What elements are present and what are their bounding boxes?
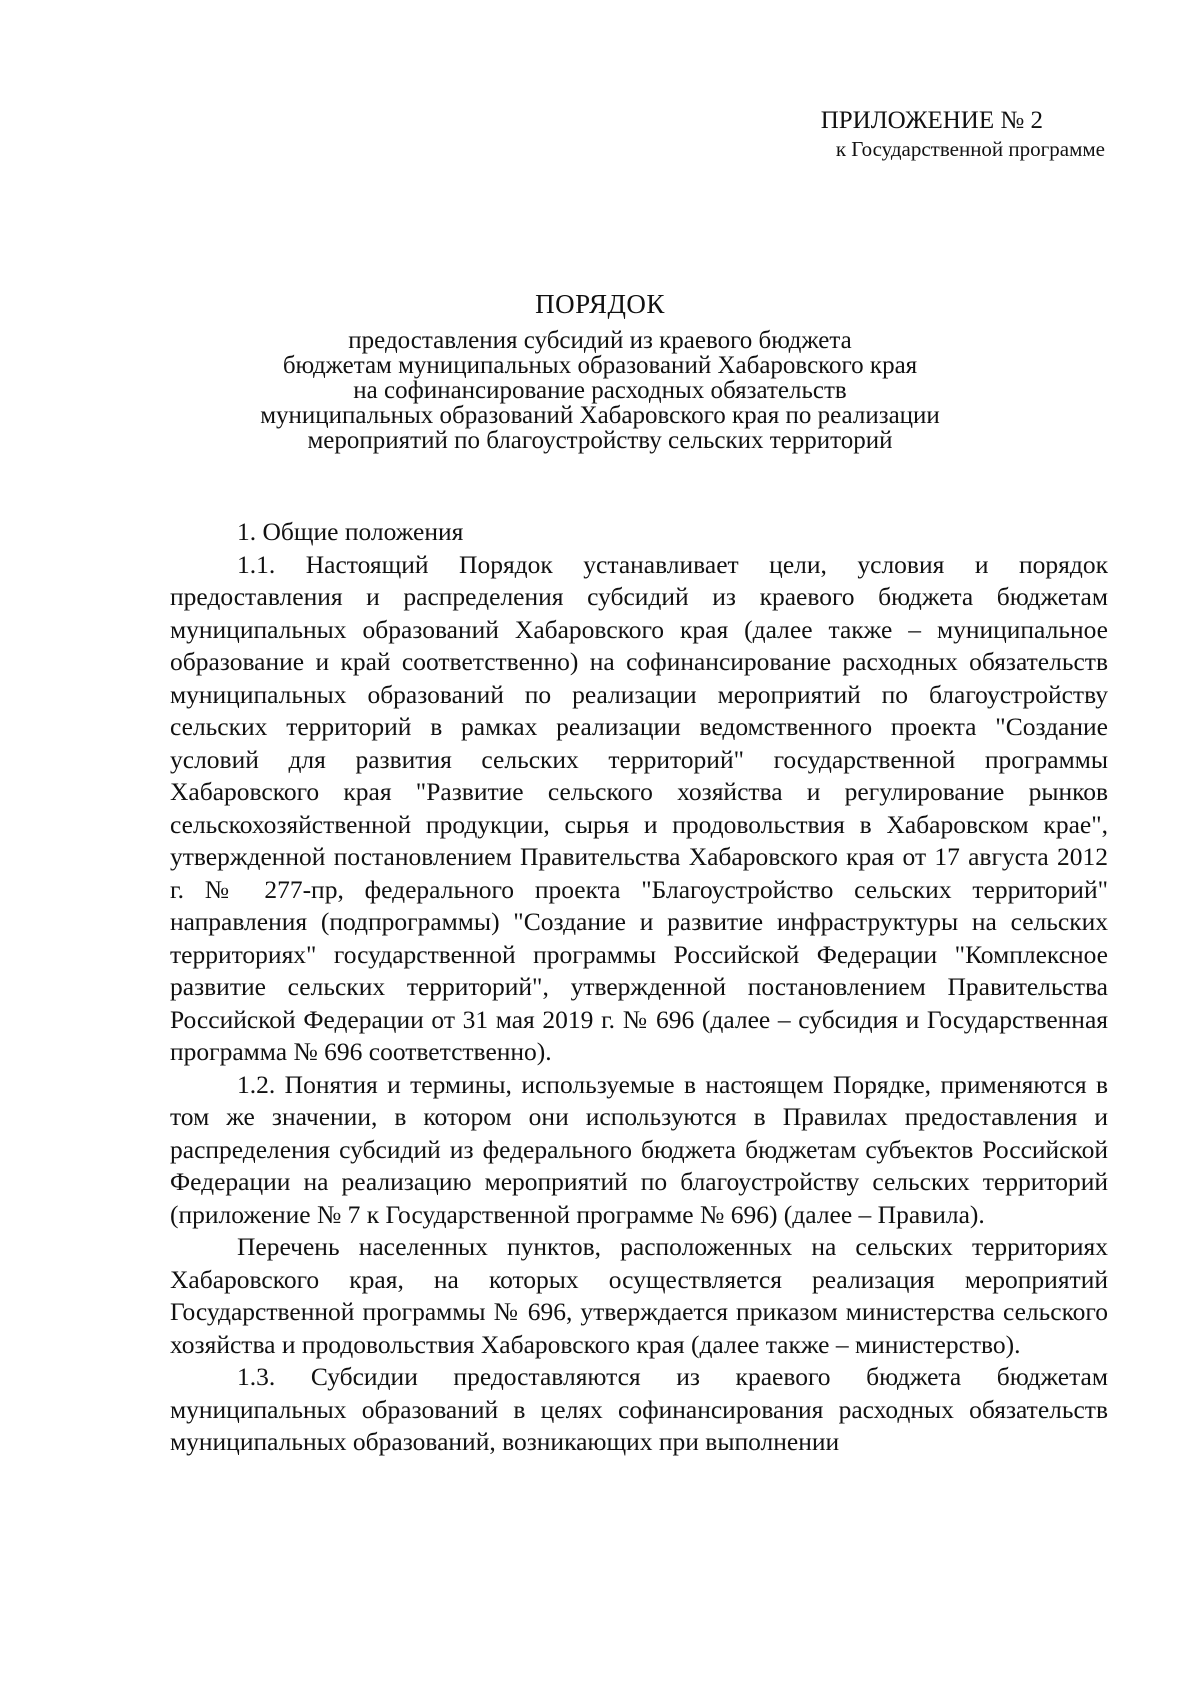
paragraph-settlements-list: Перечень населенных пунктов, расположенных на сельских территориях Хабаровского края, на которых осуществляется реализация мероприятий Государственной программы № 696, утверждается приказом министерства сельского хозяйства и продовольствия Хабаровского края (далее также – министерство). (170, 1232, 1108, 1359)
subtitle-line: на софинансирование расходных обязательств (353, 377, 847, 404)
document-title: ПОРЯДОК (535, 289, 665, 319)
subtitle-line: предоставления субсидий из краевого бюджета (348, 327, 852, 354)
appendix-header (821, 106, 1105, 162)
paragraph-1-3: 1.3. Субсидии предоставляются из краевого бюджета бюджетам муниципальных образований в целях софинансирования расходных обязательств муниципальных образований, возникающих при выполнении (170, 1362, 1108, 1456)
document-subtitle (200, 328, 1000, 453)
appendix-title: ПРИЛОЖЕНИЕ № 2 (820, 107, 1043, 134)
subtitle-line: бюджетам муниципальных образований Хабаровского края (282, 352, 918, 379)
appendix-subtitle: к Государственной программе (835, 137, 1105, 161)
paragraph-1-1: 1.1. Настоящий Порядок устанавливает цели, условия и порядок предоставления и распределения субсидий из краевого бюджета бюджетам муниципальных образований Хабаровского края (далее также – муниципальное образование и край соответственно) на софинансирование расходных обязательств муниципальных образований по реализации мероприятий по благоустройству сельских территорий в рамках реализации ведомственного проекта "Создание условий для развития сельских территорий" государственной программы Хабаровского края "Развитие сельского хозяйства и регулирование рынков сельскохозяйственной продукции, сырья и продовольствия в Хабаровском крае", утвержденной постановлением Правительства Хабаровского края от 17 августа 2012 г. № 277-пр, федерального проекта "Благоустройство сельских территорий" направления (подпрограммы) "Создание и развитие инфраструктуры на сельских территориях" государственной программы Российской Федерации "Комплексное развитие сельских территорий", утвержденной постановлением Правительства Российской Федерации от 31 мая 2019 г. № 696 (далее – субсидия и Государственная программа № 696 соответственно). (170, 549, 1108, 1066)
subtitle-line: муниципальных образований Хабаровского края по реализации (260, 402, 940, 429)
paragraph-1-2: 1.2. Понятия и термины, используемые в настоящем Порядке, применяются в том же значении, в котором они используются в Правилах предоставления и распределения субсидий из федерального бюджета бюджетам субъектов Российской Федерации на реализацию мероприятий по благоустройству сельских территорий (приложение № 7 к Государственной программе № 696) (далее – Правила). (170, 1069, 1108, 1229)
section-heading: 1. Общие положения (237, 517, 464, 546)
subtitle-line: мероприятий по благоустройству сельских территорий (307, 427, 893, 454)
document-body (170, 516, 1108, 1459)
